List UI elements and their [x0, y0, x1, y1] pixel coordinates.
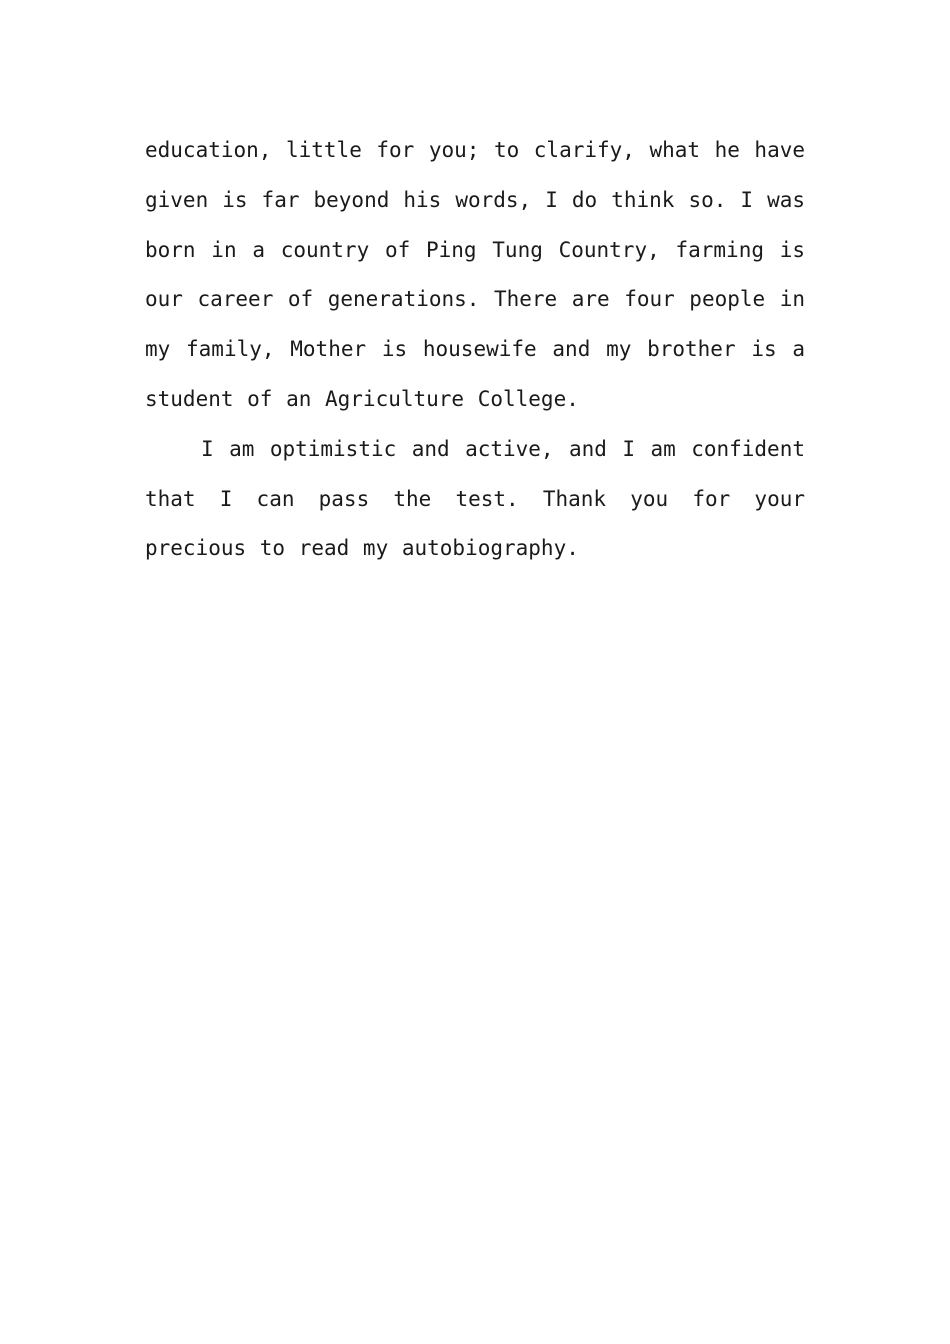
paragraph-closing: I am optimistic and active, and I am confident that I can pass the test. Thank you for your precious to read my autobiography. [145, 436, 805, 561]
paragraph-family-background: education, little for you; to clarify, what he have given is far beyond his words, I do think so. I was born in a country of Ping Tung Country, farming is our career of generations. There are four people in my family, Mother is housewife and my brother is a student of an Agriculture College. [145, 138, 805, 411]
body-text [145, 126, 805, 574]
